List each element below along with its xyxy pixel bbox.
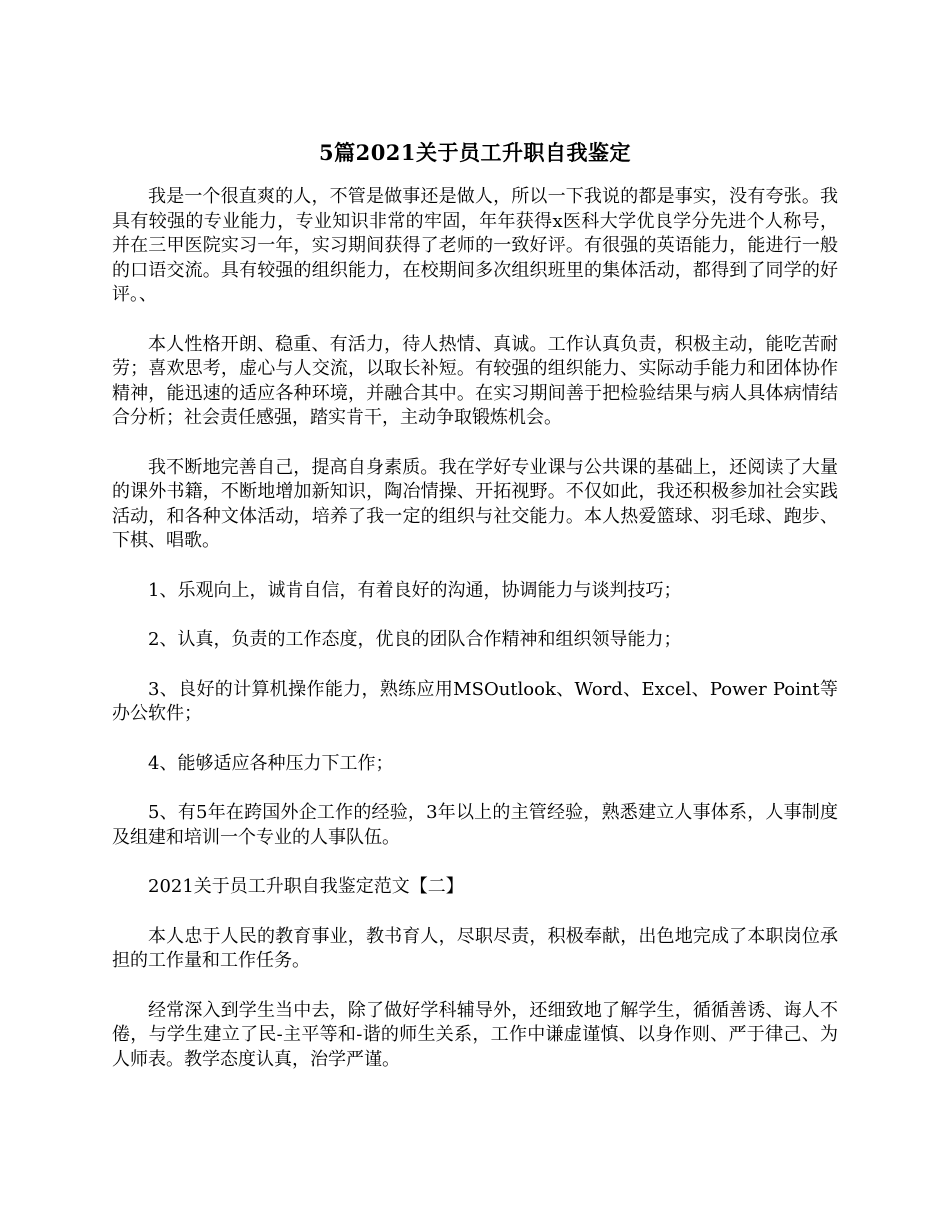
paragraph-students: 经常深入到学生当中去，除了做好学科辅导外，还细致地了解学生，循循善诱、诲人不倦，与学生建立了民-主平等和-谐的师生关系，工作中谦虚谨慎、以身作则、严于律己、为人师表。教学态度认真，治学严谨。 <box>112 999 838 1070</box>
paragraph-teaching: 本人忠于人民的教育事业，教书育人，尽职尽责，积极奉献，出色地完成了本职岗位承担的工作量和工作任务。 <box>112 925 838 971</box>
list-item-1: 1、乐观向上，诚肯自信，有着良好的沟通，协调能力与谈判技巧； <box>148 579 682 601</box>
list-item-4: 4、能够适应各种压力下工作； <box>148 752 394 774</box>
document-page <box>112 138 838 1097</box>
list-item-3: 3、良好的计算机操作能力，熟练应用MSOutlook、Word、Excel、Power Point等办公软件； <box>112 678 838 724</box>
paragraph-intro: 我是一个很直爽的人，不管是做事还是做人，所以一下我说的都是事实，没有夸张。我具有较强的专业能力，专业知识非常的牢固，年年获得x医科大学优良学分先进个人称号，并在三甲医院实习一年，实习期间获得了老师的一致好评。有很强的英语能力，能进行一般的口语交流。具有较强的组织能力，在校期间多次组织班里的集体活动，都得到了同学的好评。、 <box>112 186 838 305</box>
paragraph-personality: 本人性格开朗、稳重、有活力，待人热情、真诚。工作认真负责，积极主动，能吃苦耐劳；喜欢思考，虚心与人交流，以取长补短。有较强的组织能力、实际动手能力和团体协作精神，能迅速的适应各种环境，并融合其中。在实习期间善于把检验结果与病人具体病情结合分析；社会责任感强，踏实肯干，主动争取锻炼机会。 <box>112 333 838 428</box>
paragraph-self-improvement: 我不断地完善自己，提高自身素质。我在学好专业课与公共课的基础上，还阅读了大量的课外书籍，不断地增加新知识，陶冶情操、开拓视野。不仅如此，我还积极参加社会实践活动，和各种文体活动，培养了我一定的组织与社交能力。本人热爱篮球、羽毛球、跑步、下棋、唱歌。 <box>112 456 838 551</box>
list-item-2: 2、认真，负责的工作态度，优良的团队合作精神和组织领导能力； <box>148 629 682 650</box>
list-item-5: 5、有5年在跨国外企工作的经验，3年以上的主管经验，熟悉建立人事体系，人事制度及组建和培训一个专业的人事队伍。 <box>112 802 838 848</box>
section-heading: 2021关于员工升职自我鉴定范文【二】 <box>148 876 464 897</box>
document-title: 5篇2021关于员工升职自我鉴定 <box>318 140 632 165</box>
